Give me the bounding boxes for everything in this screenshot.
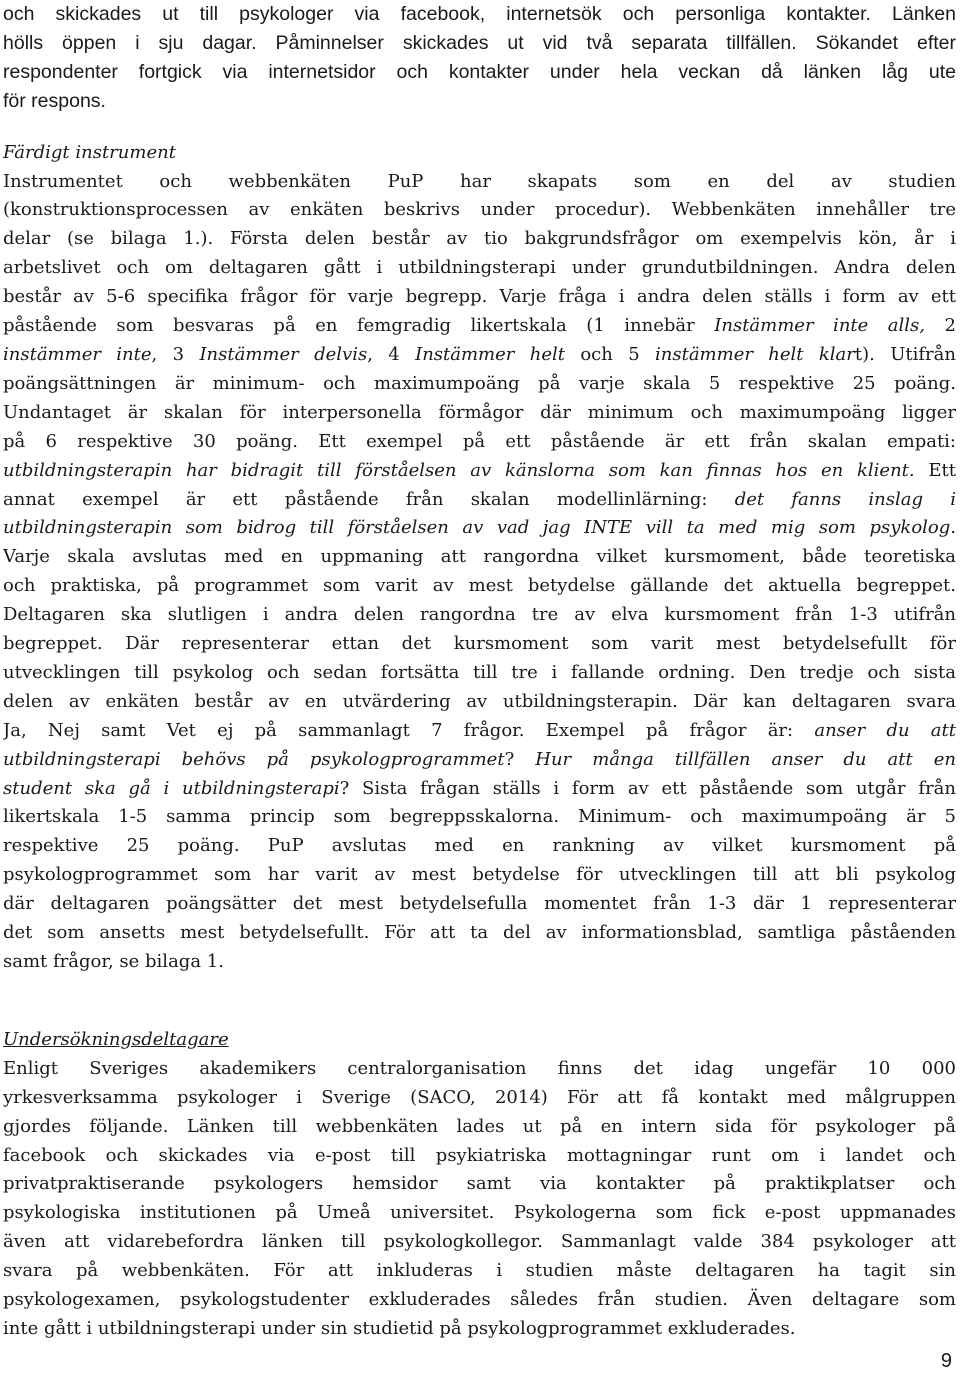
- text-line: [3, 832, 956, 861]
- text-line: [3, 919, 956, 948]
- italic-text: Instämmer helt: [415, 343, 565, 365]
- text-run: (konstruktionsprocessen av enkäten beskrivs under procedur). Webbenkäten innehåller tre: [3, 199, 956, 221]
- text-line: Enligt Sveriges akademikers centralorganisation finns det idag ungefär 10 000: [3, 1057, 956, 1079]
- text-line: inte gått i utbildningsterapi under sin studietid på psykologprogrammet exkluderades.: [3, 1317, 796, 1339]
- text-run: samt frågor, se bilaga 1.: [3, 951, 224, 972]
- text-run: 2: [925, 315, 956, 337]
- text-line: [3, 312, 956, 341]
- text-run: ? Sista frågan ställs i form av ett påstående som utgår från: [339, 777, 956, 799]
- text-line: [3, 659, 956, 688]
- text-run: , 4: [367, 343, 416, 365]
- text-line: [3, 601, 956, 630]
- text-run: psykologprogrammet som har varit av mest betydelse för utvecklingen till att bli psykolog: [3, 864, 956, 886]
- text-line: gjordes följande. Länken till webbenkäten lades ut på en intern sida för psykologer på: [3, 1115, 956, 1137]
- text-line: [3, 630, 956, 659]
- italic-text: instämmer inte: [3, 343, 152, 365]
- text-line: [3, 341, 956, 370]
- text-line: [3, 428, 956, 457]
- text-run: respektive 25 poäng. PuP avslutas med en rankning av vilket kursmoment på: [3, 835, 956, 857]
- text-run: , 3: [151, 343, 200, 365]
- document-page: [3, 0, 956, 1344]
- text-run: utvecklingen till psykolog och sedan fortsätta till tre i fallande ordning. Den tredje och sista: [3, 661, 956, 683]
- text-run: påstående som besvaras på en femgradig likertskala (1 innebär: [3, 315, 715, 337]
- italic-text: utbildningsterapi behövs på psykologprogrammet: [3, 748, 505, 770]
- italic-text: det fanns inslag i: [734, 488, 956, 510]
- text-line: [3, 890, 956, 919]
- text-line: psykologiska institutionen på Umeå universitet. Psykologerna som fick e-post uppmanades: [3, 1202, 956, 1224]
- text-line: yrkesverksamma psykologer i Sverige (SACO, 2014) För att få kontakt med målgruppen: [3, 1086, 956, 1108]
- text-line: och skickades ut till psykologer via facebook, internetsök och personliga kontakter. Länken: [3, 3, 956, 25]
- text-run: Deltagaren ska slutligen i andra delen rangordna tre av elva kursmoment från 1-3 utifrån: [3, 604, 956, 626]
- section-heading-instrument: Färdigt instrument: [3, 141, 176, 163]
- text-line: [3, 543, 956, 572]
- text-line: hölls öppen i sju dagar. Påminnelser skickades ut vid två separata tillfällen. Sökandet efter: [3, 31, 956, 54]
- text-run: arbetslivet och om deltagaren gått i utbildningsterapi under grundutbildningen. Andra delen: [3, 257, 956, 279]
- text-line: [3, 775, 956, 804]
- text-line: [3, 283, 956, 312]
- text-run: annat exempel är ett påstående från skalan modellinlärning:: [3, 488, 735, 510]
- section-heading-participants: Undersökningsdeltagare: [3, 1028, 229, 1050]
- text-run: t). Utifrån: [854, 343, 956, 365]
- text-line: [3, 514, 956, 543]
- text-line: [3, 803, 956, 832]
- text-run: ?: [504, 748, 536, 770]
- text-run: Ett: [914, 459, 956, 481]
- text-run: det som ansetts mest betydelsefullt. För att ta del av informationsblad, samtliga påståenden: [3, 922, 956, 944]
- italic-text: instämmer helt klar: [655, 343, 855, 365]
- text-line: [3, 457, 956, 486]
- italic-text: student ska gå i utbildningsterapi: [3, 777, 340, 799]
- text-run: där deltagaren poängsätter det mest betydelsefulla momentet från 1-3 där 1 representerar: [3, 893, 956, 915]
- text-line: psykologexamen, psykologstudenter exkluderades således från studien. Även deltagare som: [3, 1289, 956, 1311]
- text-run: Undantaget är skalan för interpersonella förmågor där minimum och maximumpoäng ligger: [3, 401, 956, 423]
- text-run: likertskala 1-5 samma princip som begreppsskalorna. Minimum- och maximumpoäng är 5: [3, 806, 956, 828]
- intro-paragraph: [3, 0, 956, 116]
- text-line: [3, 688, 956, 717]
- text-line: [3, 254, 956, 283]
- italic-text: utbildningsterapin som bidrog till förståelsen av vad jag INTE vill ta med mig som psykolog.: [3, 517, 956, 539]
- text-line: [3, 370, 956, 399]
- italic-text: anser du att: [814, 719, 956, 741]
- text-run: Ja, Nej samt Vet ej på sammanlagt 7 frågor. Exempel på frågor är:: [3, 719, 815, 741]
- text-run: delen av enkäten består av en utvärdering av utbildningsterapin. Där kan deltagaren svara: [3, 690, 956, 712]
- page-number: 9: [940, 1350, 952, 1372]
- text-run: på 6 respektive 30 poäng. Ett exempel på ett påstående är ett från skalan empati:: [3, 430, 956, 452]
- text-line: [3, 861, 956, 890]
- text-line: [3, 399, 956, 428]
- text-line: [3, 168, 956, 197]
- text-line: svara på webbenkäten. För att inkluderas i studien måste deltagaren ha tagit sin: [3, 1260, 956, 1282]
- italic-text: Instämmer delvis: [199, 343, 368, 365]
- text-line: facebook och skickades via e-post till psykiatriska mottagningar runt om i landet och: [3, 1144, 956, 1166]
- text-line: respondenter fortgick via internetsidor och kontakter under hela veckan då länken låg ute: [3, 60, 956, 83]
- text-run: Varje skala avslutas med en uppmaning att rangordna vilket kursmoment, både teoretiska: [3, 546, 956, 568]
- text-line: [3, 196, 956, 225]
- text-run: består av 5-6 specifika frågor för varje begrepp. Varje fråga i andra delen ställs i form av ett: [3, 286, 956, 308]
- text-run: och praktiska, på programmet som varit av mest betydelse gällande det aktuella begreppet.: [3, 575, 956, 597]
- text-line: [3, 746, 956, 775]
- text-run: delar (se bilaga 1.). Första delen består av tio bakgrundsfrågor om exempelvis kön, år i: [3, 228, 956, 250]
- text-line: även att vidarebefordra länken till psykologkollegor. Sammanlagt valde 384 psykologer att: [3, 1231, 956, 1253]
- text-run: Instrumentet och webbenkäten PuP har skapats som en del av studien: [3, 170, 956, 192]
- text-line: privatpraktiserande psykologers hemsidor samt via kontakter på praktikplatser och: [3, 1173, 956, 1195]
- text-line: [3, 717, 956, 746]
- text-run: och 5: [564, 343, 655, 365]
- participants-paragraph: [3, 1055, 956, 1344]
- instrument-paragraph: [3, 168, 956, 977]
- italic-text: utbildningsterapin har bidragit till förståelsen av känslorna som kan finnas hos en klient.: [3, 459, 915, 481]
- text-line: [3, 486, 956, 515]
- text-line: [3, 948, 956, 977]
- text-line: [3, 225, 956, 254]
- italic-text: Hur många tillfällen anser du att en: [535, 748, 956, 770]
- text-line: [3, 572, 956, 601]
- text-run: begreppet. Där representerar ettan det kursmoment som varit mest betydelsefullt för: [3, 633, 956, 655]
- italic-text: Instämmer inte alls,: [714, 315, 926, 337]
- text-run: poängsättningen är minimum- och maximumpoäng på varje skala 5 respektive 25 poäng.: [3, 372, 956, 394]
- text-line: för respons.: [3, 89, 106, 112]
